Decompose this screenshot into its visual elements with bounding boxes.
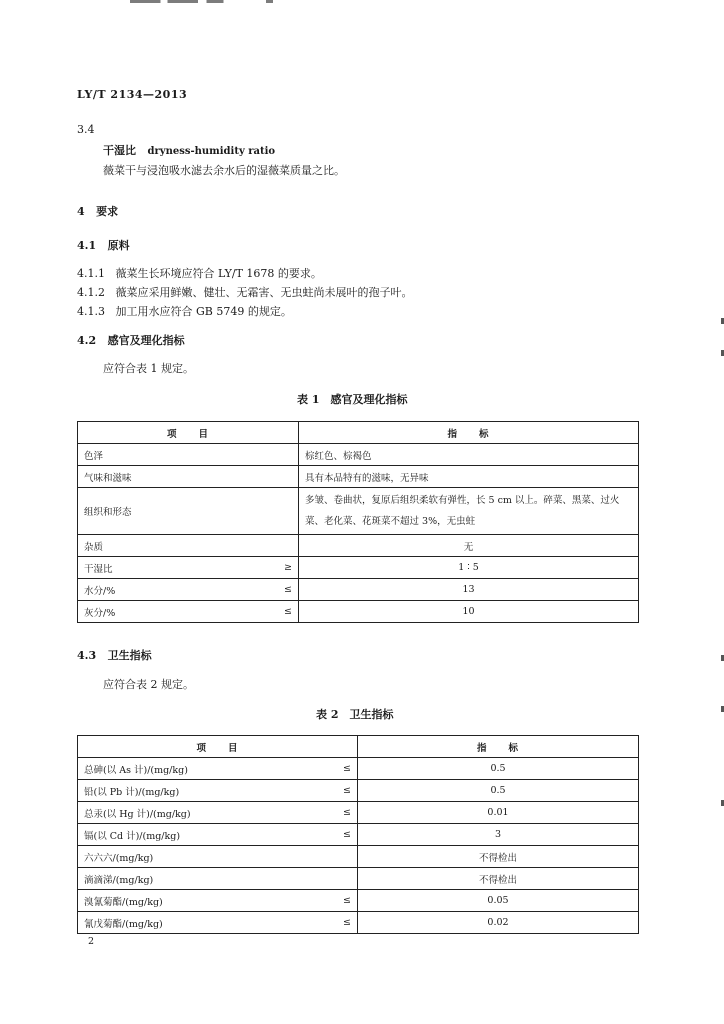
table-cell-item: 总汞(以 Hg 计)/(mg/kg) ≤ — [78, 802, 358, 824]
table-row — [78, 579, 639, 601]
table-cell-item: 总砷(以 As 计)/(mg/kg) ≤ — [78, 758, 358, 780]
comparison-symbol: ≤ — [284, 606, 292, 617]
table-cell-item: 铅(以 Pb 计)/(mg/kg) ≤ — [78, 780, 358, 802]
comparison-symbol: ≤ — [343, 917, 351, 928]
term-zh: 干湿比 — [103, 144, 136, 157]
table-header-cell: 项 目 — [78, 422, 299, 444]
table-header-cell: 项 目 — [78, 736, 358, 758]
section-number: 3.4 — [77, 123, 95, 136]
comparison-symbol: ≤ — [343, 829, 351, 840]
table-cell-item: 干湿比 ≥ — [78, 557, 299, 579]
table-cell-value: 棕红色、棕褐色 — [299, 444, 639, 466]
comparison-symbol: ≤ — [284, 584, 292, 595]
table-row — [78, 444, 639, 466]
term-definition: 薇菜干与浸泡吸水滤去余水后的湿薇菜质量之比。 — [103, 164, 345, 177]
table-row — [78, 535, 639, 557]
table-cell-value: 不得检出 — [358, 846, 639, 868]
comparison-symbol: ≤ — [343, 895, 351, 906]
section-note: 应符合表 1 规定。 — [103, 362, 194, 375]
table-cell-value: 3 — [358, 824, 639, 846]
table-row — [78, 846, 639, 868]
clause-item: 4.1.1 薇菜生长环境应符合 LY/T 1678 的要求。 — [77, 267, 322, 280]
table-cell-value: 无 — [299, 535, 639, 557]
term-en: dryness-humidity ratio — [147, 146, 276, 157]
table-cell-value: 1 ∶ 5 — [299, 557, 639, 579]
table-cell-value: 多皱、卷曲状，复原后组织柔软有弹性，长 5 cm 以上。碎菜、黑菜、过火 菜、老化菜、花斑菜不超过 3%，无虫蛀 — [299, 488, 639, 535]
table-header-row — [78, 422, 639, 444]
section-heading: 4.3 卫生指标 — [77, 649, 152, 662]
table-cell-item: 组织和形态 — [78, 488, 299, 535]
table-caption: 表 1 感官及理化指标 — [297, 393, 408, 406]
table-cell-item: 气味和滋味 — [78, 466, 299, 488]
table-cell-item: 溴氰菊酯/(mg/kg) ≤ — [78, 890, 358, 912]
table-header-row — [78, 736, 639, 758]
table-cell-value: 0.5 — [358, 780, 639, 802]
section-heading: 4.1 原料 — [77, 239, 130, 252]
table-row — [78, 824, 639, 846]
clause-item: 4.1.2 薇菜应采用鲜嫩、健壮、无霜害、无虫蛀尚未展叶的孢子叶。 — [77, 286, 413, 299]
table-header-cell: 指 标 — [299, 422, 639, 444]
comparison-symbol: ≤ — [343, 807, 351, 818]
table-row — [78, 466, 639, 488]
scan-artifact-top — [130, 0, 300, 3]
table-cell-item: 滴滴涕/(mg/kg) — [78, 868, 358, 890]
table-row — [78, 601, 639, 623]
table-cell-value: 0.5 — [358, 758, 639, 780]
table-row — [78, 758, 639, 780]
table-cell-item: 氰戊菊酯/(mg/kg) ≤ — [78, 912, 358, 934]
table-cell-value: 不得检出 — [358, 868, 639, 890]
table-cell-item: 灰分/% ≤ — [78, 601, 299, 623]
table-cell-item: 水分/% ≤ — [78, 579, 299, 601]
table-row — [78, 868, 639, 890]
table-cell-item: 六六六/(mg/kg) — [78, 846, 358, 868]
page-number: 2 — [88, 936, 95, 947]
comparison-symbol: ≥ — [284, 562, 292, 573]
table-cell-value: 0.02 — [358, 912, 639, 934]
section-heading: 4 要求 — [77, 205, 119, 218]
table-row — [78, 488, 639, 535]
table-cell-value: 13 — [299, 579, 639, 601]
table-cell-item: 杂质 — [78, 535, 299, 557]
table-row — [78, 557, 639, 579]
standard-code: LY/T 2134—2013 — [77, 88, 188, 101]
table-row — [78, 802, 639, 824]
table-row — [78, 780, 639, 802]
table-cell-item: 色泽 — [78, 444, 299, 466]
table-cell-item: 镉(以 Cd 计)/(mg/kg) ≤ — [78, 824, 358, 846]
table-cell-value: 0.05 — [358, 890, 639, 912]
table-cell-value: 具有本品特有的滋味，无异味 — [299, 466, 639, 488]
comparison-symbol: ≤ — [343, 763, 351, 774]
table-cell-value: 0.01 — [358, 802, 639, 824]
section-heading: 4.2 感官及理化指标 — [77, 334, 185, 347]
table-row — [78, 912, 639, 934]
section-note: 应符合表 2 规定。 — [103, 678, 194, 691]
clause-item: 4.1.3 加工用水应符合 GB 5749 的规定。 — [77, 305, 292, 318]
table-header-cell: 指 标 — [358, 736, 639, 758]
term-title — [103, 142, 275, 158]
table-row — [78, 890, 639, 912]
comparison-symbol: ≤ — [343, 785, 351, 796]
table-caption: 表 2 卫生指标 — [316, 708, 394, 721]
table-sensory — [77, 421, 639, 623]
table-cell-value: 10 — [299, 601, 639, 623]
table-hygiene — [77, 735, 639, 934]
